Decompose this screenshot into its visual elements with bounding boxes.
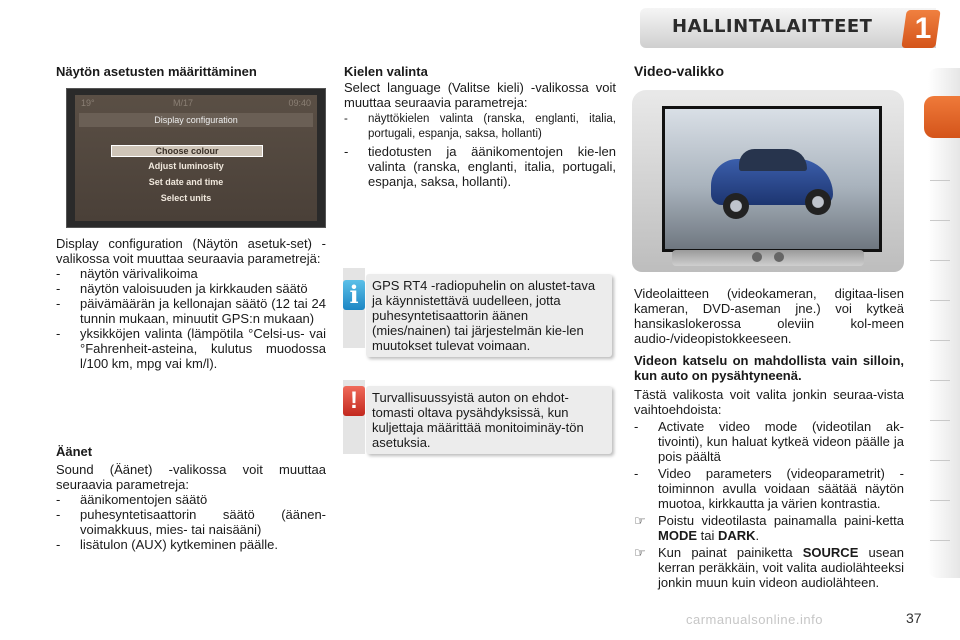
screen-menu-title: Display configuration	[79, 113, 313, 127]
list-item: - Video parameters (videoparametrit) -toiminnon avulla voidaan säätää näytön muotoa, kirkkautta ja värien kontrastia.	[634, 466, 904, 511]
chapter-tab-strip	[928, 68, 960, 578]
display-config-screen-image	[66, 88, 326, 228]
list-item: - Activate video mode (videotilan ak-tivointi), kun haluat kytkeä videon päälle ja pois päältä	[634, 419, 904, 464]
screen-temperature: 19°	[81, 98, 95, 108]
list-item: - tiedotusten ja äänikomentojen kie-len valinta (ranska, englanti, italia, portugali, espanja, saksa, hollanti).	[344, 144, 616, 189]
warning-icon: !	[343, 386, 365, 416]
language-body	[344, 80, 616, 189]
video-intro: Videolaitteen (videokameran, digitaa-lisen kameran, DVD-aseman jne.) voi kytkeä hansikaslokerossa oleviin kol-meen audio-/videopistokkeeseen.	[634, 286, 904, 346]
page-title: HALLINTALAITTEET	[672, 16, 873, 37]
tip-item: ☞ Poistu videotilasta painamalla paini-ketta MODE tai DARK.	[634, 513, 904, 543]
list-item: - näytön valoisuuden ja kirkkauden säätö	[56, 281, 308, 296]
watermark: carmanualsonline.info	[686, 612, 823, 627]
display-settings-intro: Display configuration (Näytön asetuk-set) -valikossa voit muuttaa seuraavia parametrejä:	[56, 236, 326, 266]
info-note: GPS RT4 -radiopuhelin on alustet-tava ja käynnistettävä uudelleen, jotta puhesyntetisaattorin äänen (mies/nainen) tai järjestelmän kie-len muutokset tulevat voimaan.	[366, 274, 612, 357]
info-icon: i	[343, 280, 365, 310]
screen-menu-item: Choose colour	[111, 145, 263, 157]
list-item: - lisätulon (AUX) kytkeminen päälle.	[56, 537, 278, 552]
list-item: - päivämäärän ja kellonajan säätö (12 tai 24 tunnin mukaan, minuutit GPS:n mukaan)	[56, 296, 326, 326]
screen-menu-item: Set date and time	[148, 177, 224, 187]
screen-status-bar	[81, 98, 311, 110]
list-item: - äänikomentojen säätö	[56, 492, 208, 507]
language-heading: Kielen valinta	[344, 64, 428, 79]
chapter-tab-divider	[930, 180, 950, 181]
sound-intro: Sound (Äänet) -valikossa voit muuttaa seuraavia parametreja:	[56, 462, 326, 492]
display-settings-body	[56, 236, 326, 371]
display-settings-heading: Näytön asetusten määrittäminen	[56, 64, 257, 79]
chapter-tab-divider	[930, 260, 950, 261]
page-number: 37	[906, 610, 922, 626]
screen-track: M/17	[173, 98, 194, 108]
sound-body	[56, 462, 326, 552]
video-console-base	[672, 250, 864, 266]
chapter-number: 1	[914, 12, 932, 45]
chapter-tab-divider	[930, 500, 950, 501]
list-item: - puhesyntetisaattorin säätö (äänen-voimakkuus, mies- tai naisääni)	[56, 507, 326, 537]
chapter-tab-divider	[930, 340, 950, 341]
screen-menu-item: Select units	[160, 193, 212, 203]
hand-pointer-icon: ☞	[634, 545, 646, 560]
screen-menu-item: Adjust luminosity	[148, 161, 224, 171]
list-item: - näyttökielen valinta (ranska, englanti, italia, portugali, espanja, saksa, hollanti)	[344, 113, 616, 140]
warning-note: Turvallisuussyistä auton on ehdot-tomasti oltava pysähdyksissä, kun kuljettaja määrittää monitoiminäy-tön asetuksia.	[366, 386, 612, 454]
screen-clock: 09:40	[288, 98, 311, 108]
video-display-image	[632, 90, 904, 272]
chapter-tab-divider	[930, 540, 950, 541]
tip-item: ☞ Kun painat painiketta SOURCE usean kerran peräkkäin, voit valita audiolähteeksi jonkin muun kuin videon audiolähteen.	[634, 545, 904, 590]
video-warning-text: Videon katselu on mahdollista vain silloin, kun auto on pysähtyneenä.	[634, 353, 904, 383]
chapter-tab-divider	[930, 380, 950, 381]
sound-heading: Äänet	[56, 444, 93, 459]
video-menu-body	[634, 286, 904, 590]
chapter-tab-divider	[930, 220, 950, 221]
chapter-tab-active[interactable]	[924, 96, 960, 138]
list-item: - yksikköjen valinta (lämpötila °Celsi-us- vai °Fahrenheit-asteina, kulutus muodossa l/100 km, mpg vai km/l).	[56, 326, 326, 371]
chapter-tab-divider	[930, 460, 950, 461]
language-intro: Select language (Valitse kieli) -valikossa voit muuttaa seuraavia parametreja:	[344, 80, 616, 110]
video-menu-heading: Video-valikko	[634, 63, 725, 79]
chapter-tab-divider	[930, 300, 950, 301]
video-screen	[662, 106, 882, 252]
video-options-intro: Tästä valikosta voit valita jonkin seuraa-vista vaihtoehdoista:	[634, 387, 904, 417]
list-item: - näytön värivalikoima	[56, 266, 198, 281]
hand-pointer-icon: ☞	[634, 513, 646, 528]
chapter-tab-divider	[930, 420, 950, 421]
